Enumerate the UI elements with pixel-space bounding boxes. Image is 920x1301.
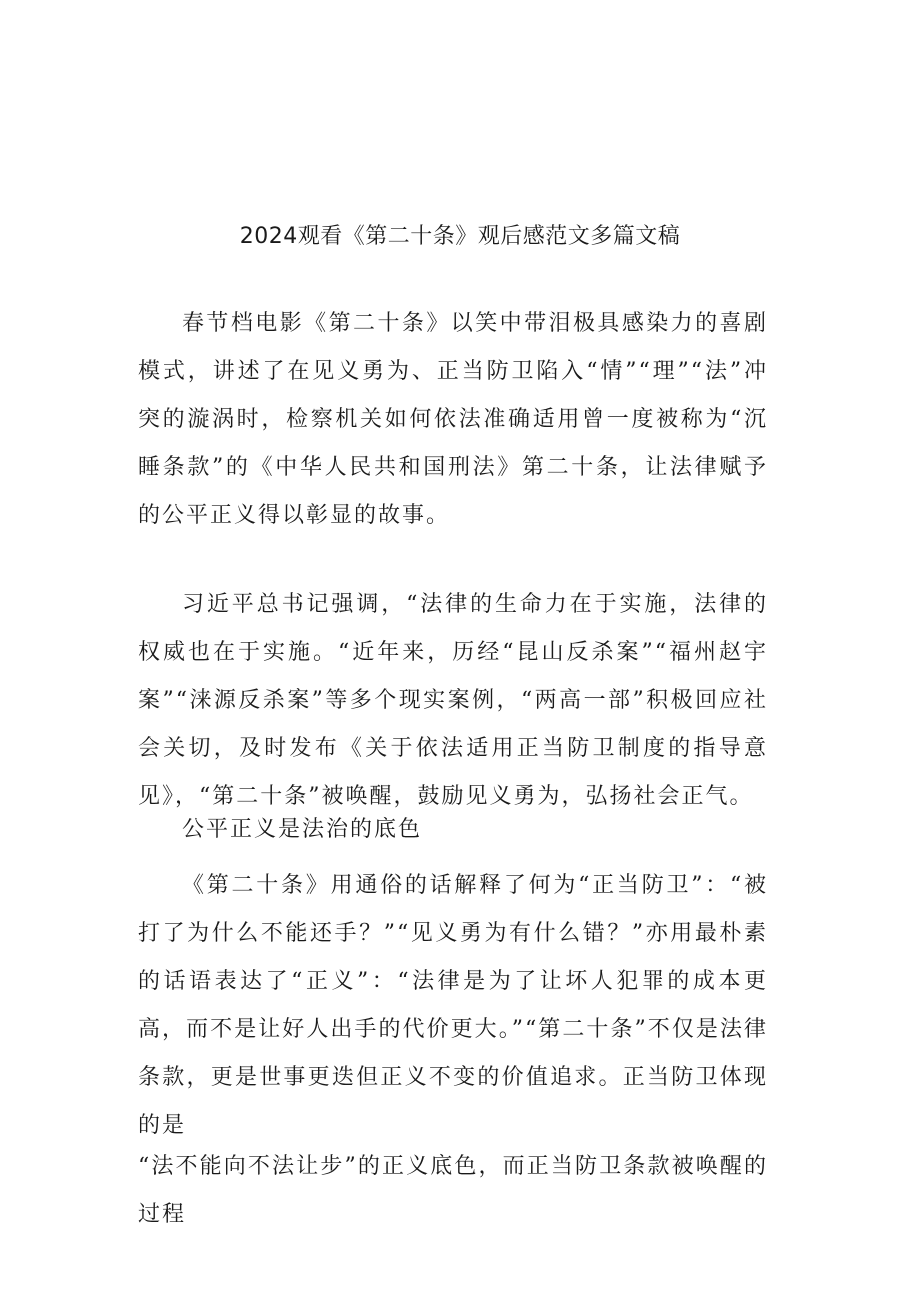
paragraph-continuation: “法不能向不法让步”的正义底色，而正当防卫条款被唤醒的过程 [138, 1154, 768, 1227]
paragraph-quote: 习近平总书记强调，“法律的生命力在于实施，法律的权威也在于实施。“近年来，历经“昆山反杀案”“福州赵宇案”“涞源反杀案”等多个现实案例，“两高一部”积极回应社会关切，及时发布《关于依法适用正当防卫制度的指导意见》，“第二十条”被唤醒，鼓励见义勇为，弘扬社会正气。 [138, 592, 768, 809]
section-heading: 公平正义是法治的底色 [182, 817, 423, 842]
paragraph-intro: 春节档电影《第二十条》以笑中带泪极具感染力的喜剧模式，讲述了在见义勇为、正当防卫陷入“情”“理”“法”冲突的漩涡时，检察机关如何依法准确适用曾一度被称为“沉睡条款”的《中华人民共和国刑法》第二十条，让法律赋予的公平正义得以彰显的故事。 [138, 311, 768, 528]
paragraph-justice: 《第二十条》用通俗的话解释了何为“正当防卫”：“被打了为什么不能还手？”“见义勇为有什么错？”亦用最朴素的话语表达了“正义”：“法律是为了让坏人犯罪的成本更高，而不是让好人出手的代价更大。”“第二十条”不仅是法律条款，更是世事更迭但正义不变的价值追求。正当防卫体现的是 [138, 873, 768, 1138]
document-title: 2024观看《第二十条》观后感范文多篇文稿 [239, 224, 681, 249]
